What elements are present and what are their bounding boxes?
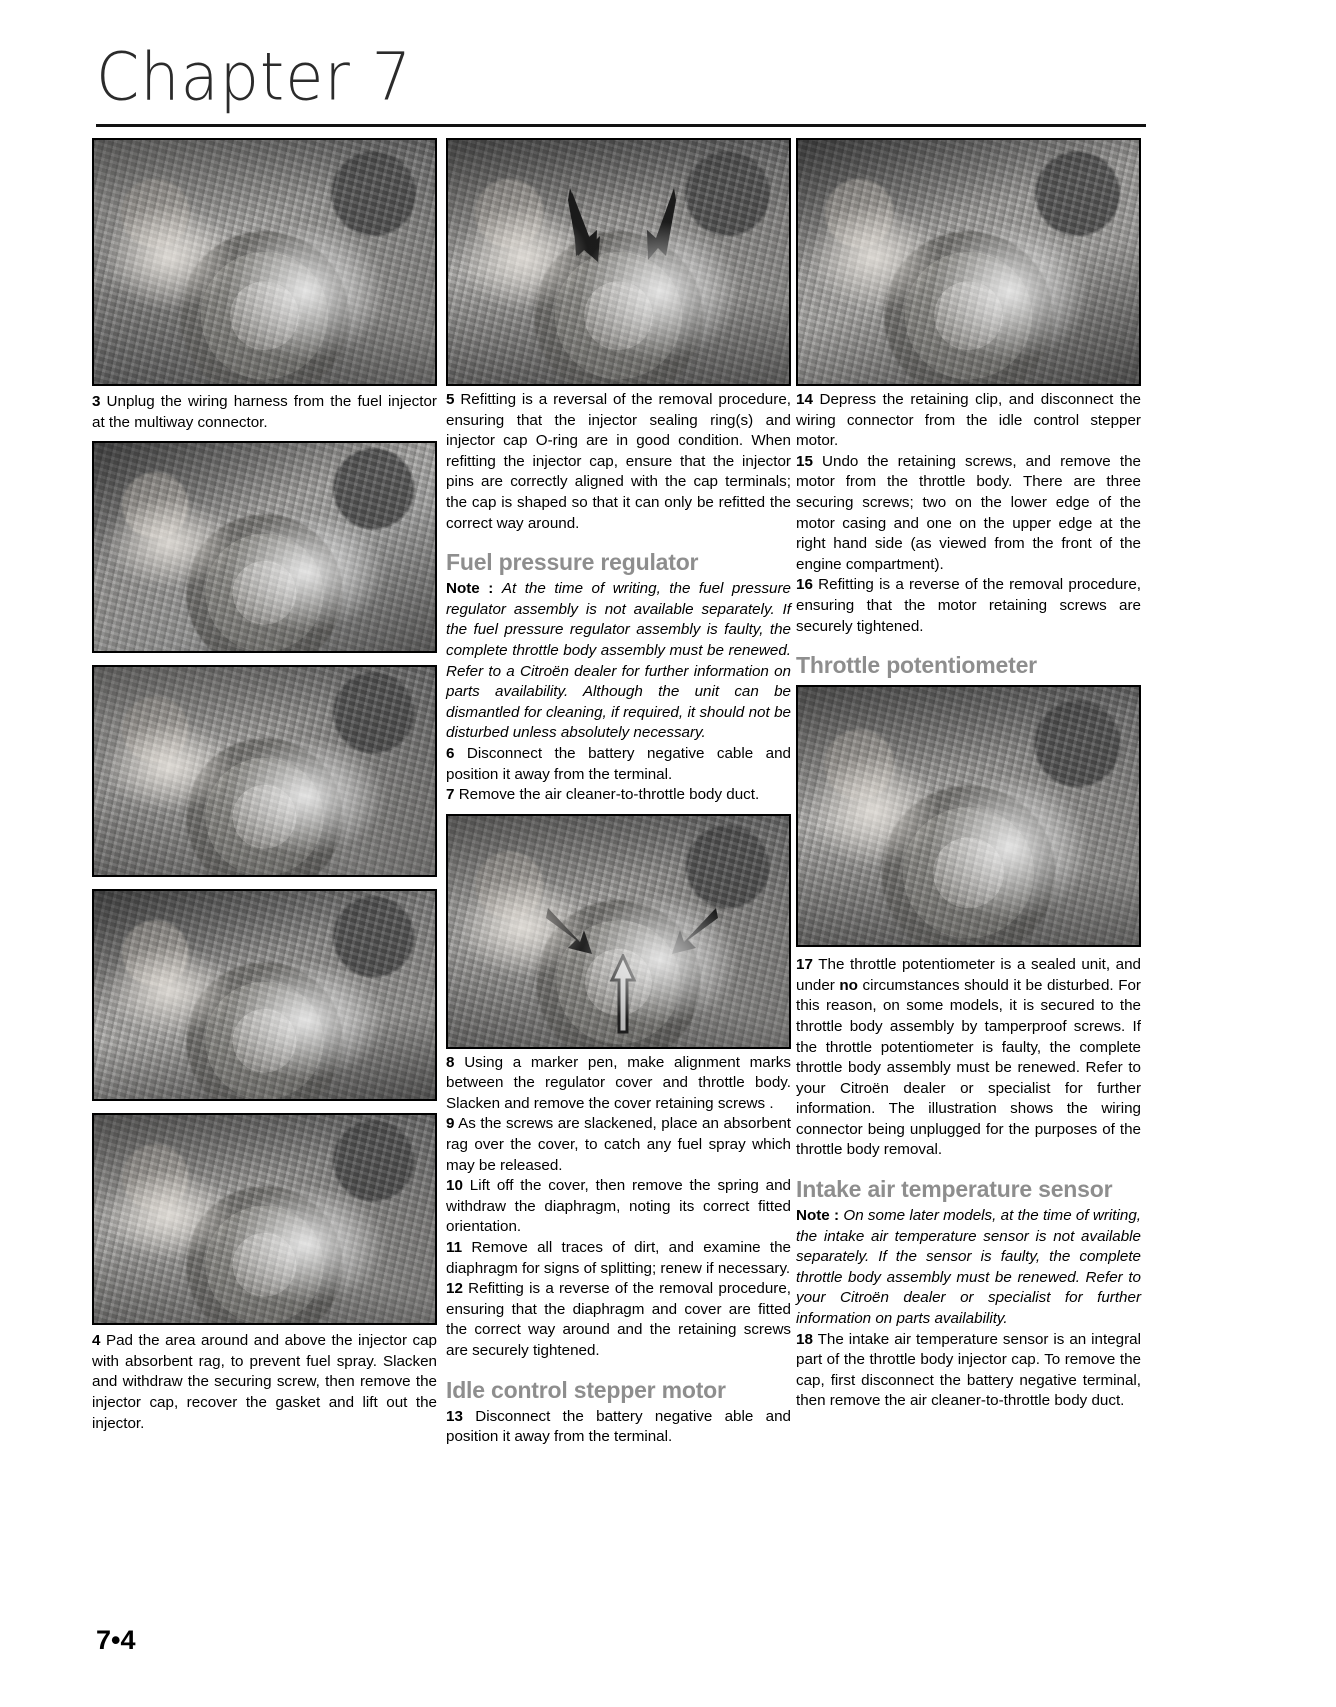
step-11 <box>446 1238 791 1279</box>
step-text: Disconnect the battery negative cable and position it away from the terminal. <box>446 744 791 783</box>
step-text: As the screws are slackened, place an absorbent rag over the cover, to catch any fuel spray which may be released. <box>446 1115 792 1174</box>
note-text: On some later models, at the time of writing, the intake air temperature sensor is not available separately. If the sensor is faulty, the complete throttle body assembly must be renewed. Refer to your Citroën dealer or specialist for further information on parts availability. <box>796 1207 1141 1328</box>
heading-idle-control-stepper-motor: Idle control stepper motor <box>446 1376 726 1403</box>
column-left <box>92 138 437 1434</box>
step-7 <box>446 785 791 806</box>
photo-regulator-cover-screws <box>446 814 791 1049</box>
step-number: 9 <box>446 1115 455 1133</box>
note-text: At the time of writing, the fuel pressure regulator assembly is not available separately. If the fuel pressure regulator assembly is faulty, the complete throttle body assembly must be renewed. Refer to a Citroën dealer for further information on parts availability. Although the unit can be dismantled for cleaning, if required, it should not be disturbed unless absolutely necessary. <box>446 580 792 742</box>
step-number: 10 <box>446 1177 463 1195</box>
step-15 <box>796 452 1141 576</box>
photo-injector-cap-removal <box>92 665 437 877</box>
column-right <box>796 138 1141 1412</box>
step-number: 8 <box>446 1053 455 1071</box>
step-number: 13 <box>446 1407 463 1425</box>
step-17 <box>796 955 1141 1161</box>
step-text-part-b: circumstances should it be disturbed. For this reason, on some models, it is secured to the throttle body assembly by tamperproof screws. If the throttle potentiometer is faulty, the complete throttle body assembly must be renewed. Refer to your Citroën dealer or specialist for further information. The illustration shows the wiring connector being unplugged for the purposes of the throttle body removal. <box>796 976 1141 1159</box>
step-18 <box>796 1330 1141 1412</box>
step-text: Refitting is a reversal of the removal procedure, ensuring that the injector sealing ring(s) and injector cap O-ring are in good condition. When refitting the injector cap, ensure that the injector pins are correctly aligned with the cap terminals; the cap is shaped so that it can only be refitted the correct way around. <box>446 391 791 532</box>
heading-throttle-potentiometer: Throttle potentiometer <box>796 652 1037 679</box>
column-middle <box>446 138 791 1448</box>
step-text: Using a marker pen, make alignment marks between the regulator cover and throttle body. Slacken and remove the cover retaining screws . <box>446 1053 791 1112</box>
step-text: Remove the air cleaner-to-throttle body duct. <box>458 786 760 804</box>
step-14 <box>796 390 1141 452</box>
step-number: 7 <box>446 786 455 804</box>
step-8 <box>446 1053 791 1115</box>
step-number: 5 <box>446 391 455 408</box>
caption-text: Unplug the wiring harness from the fuel injector at the multiway connector. <box>92 393 437 431</box>
photo-injector-lift-out <box>92 889 437 1101</box>
step-text: Undo the retaining screws, and remove the motor from the throttle body. There are three securing screws; two on the lower edge of the motor casing and one on the upper edge at the right hand side (as viewed from the front of the engine compartment). <box>796 452 1141 573</box>
step-number: 12 <box>446 1280 463 1298</box>
step-number: 17 <box>796 956 813 974</box>
page-title: Chapter 7 <box>96 38 413 116</box>
step-number: 16 <box>796 576 813 594</box>
step-5 <box>446 390 791 534</box>
photo-absorbent-rag-padding <box>92 1113 437 1325</box>
step-6 <box>446 744 791 785</box>
note-label: Note : <box>446 580 494 598</box>
step-text: Depress the retaining clip, and disconnect the wiring connector from the idle control stepper motor. <box>796 391 1141 450</box>
heading-intake-air-temperature-sensor: Intake air temperature sensor <box>796 1176 1113 1203</box>
photo-injector-cap-tool <box>92 441 437 653</box>
step-number: 3 <box>92 393 101 410</box>
step-10 <box>446 1176 791 1238</box>
step-text-part-a: The throttle potentiometer is a sealed unit, and under <box>796 956 1141 994</box>
step-number: 14 <box>796 391 813 408</box>
step-text: Lift off the cover, then remove the spring and withdraw the diaphragm, noting its correct fitted orientation. <box>446 1177 791 1236</box>
photo-stepper-motor-connector <box>796 138 1141 386</box>
page-number: 7•4 <box>96 1625 136 1655</box>
photo-injector-wiring-harness <box>92 138 437 386</box>
note-intake-air-temperature <box>796 1206 1141 1330</box>
step-text: Remove all traces of dirt, and examine the diaphragm for signs of splitting; renew if necessary. <box>446 1239 791 1277</box>
step-text-emphasis: no <box>839 976 858 994</box>
step-text: Refitting is a reverse of the removal procedure, ensuring that the diaphragm and cover are fitted the correct way around and the retaining screws are securely tightened. <box>446 1280 791 1359</box>
step-16 <box>796 575 1141 637</box>
step-text: Refitting is a reverse of the removal procedure, ensuring that the motor retaining screws are securely tightened. <box>796 576 1141 635</box>
step-number: 11 <box>446 1239 463 1257</box>
step-number: 18 <box>796 1330 813 1348</box>
photo-throttle-potentiometer-connector <box>796 685 1141 947</box>
caption-step-3 <box>92 392 437 433</box>
step-text: The intake air temperature sensor is an integral part of the throttle body injector cap. To remove the cap, first disconnect the battery negative terminal, then remove the air cleaner-to-throttle body duct. <box>796 1330 1141 1410</box>
page-header <box>96 36 1156 128</box>
step-13 <box>446 1407 791 1448</box>
caption-step-4 <box>92 1331 437 1434</box>
step-12 <box>446 1279 791 1361</box>
step-number: 15 <box>796 452 813 470</box>
caption-text: Pad the area around and above the injector cap with absorbent rag, to prevent fuel spray. Slacken and withdraw the securing screw, then remove the injector cap, recover the gasket and lift out the injector. <box>92 1332 437 1432</box>
step-text: Disconnect the battery negative able and position it away from the terminal. <box>446 1407 791 1446</box>
heading-fuel-pressure-regulator: Fuel pressure regulator <box>446 549 699 576</box>
step-number: 6 <box>446 744 455 762</box>
header-rule <box>96 124 1146 127</box>
step-9 <box>446 1114 791 1176</box>
photo-injector-cap-arrows <box>446 138 791 386</box>
step-number: 4 <box>92 1332 101 1350</box>
note-fuel-pressure-regulator <box>446 579 791 744</box>
note-label: Note : <box>796 1207 840 1225</box>
